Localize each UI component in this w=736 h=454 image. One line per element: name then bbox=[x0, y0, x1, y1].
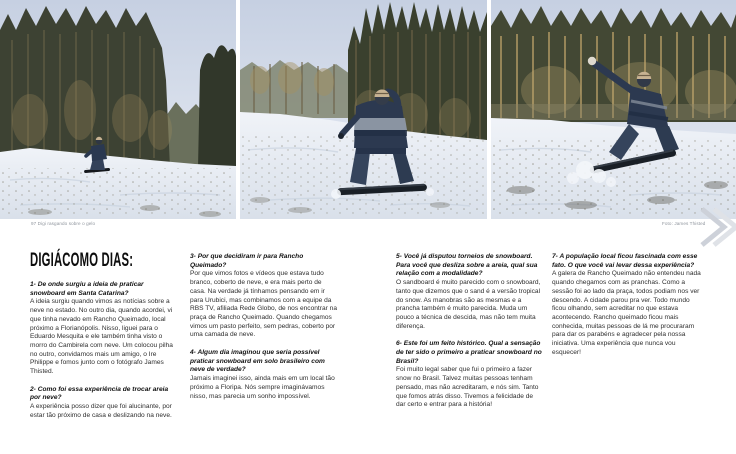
question-2: 2- Como foi essa experiência de trocar areia por neve? bbox=[30, 385, 169, 402]
photo-caption: 97 Digi rasgando sobre o gelo bbox=[31, 221, 96, 226]
interview-column-4 bbox=[552, 253, 704, 366]
question-7: 7- A população local ficou fascinada com esse fato. O que você vai levar dessa experiência? bbox=[552, 253, 698, 269]
interview-column-2 bbox=[190, 253, 339, 410]
photo-snowboarder-standing bbox=[240, 0, 487, 219]
answer-2: A experiência posso dizer que foi alucinante, por estar tão próximo de casa e deslizando na neve. bbox=[30, 403, 172, 419]
interview-column-3 bbox=[396, 253, 543, 419]
question-6: 6- Este foi um feito histórico. Qual a sensação de ter sido o primeiro a praticar snowboard no Brasil? bbox=[396, 340, 542, 365]
answer-5: O sandboard é muito parecido com o snowboard, tanto que dizemos que o sand é a versão tropical do snow. As manobras são as mesmas e a prancha também é muito parecida. Muda um pouco a técnica de descida, mas não tem muita diferença. bbox=[396, 279, 541, 330]
answer-7: A galera de Rancho Queimado não entendeu nada quando chegamos com as pranchas. Como a sessão foi ao lado da praça, todos podiam nos ver descendo. A cidade parou pra ver. Todo mundo ficou olhando, sem acreditar no que estava acontecendo. Rancho queimado ficou mais conhecida, muitas pessoas de lá me procuraram para dar os parabéns e agradecer pela nossa iniciativa. Uma experiência que nunca vou esquecer! bbox=[552, 270, 701, 356]
question-5: 5- Você já disputou torneios de snowboard. Para você que desliza sobre a areia, qual sua relação com a modalidade? bbox=[396, 253, 538, 278]
photo-snowboarder-crouching bbox=[0, 0, 236, 219]
qa-block bbox=[552, 253, 704, 357]
answer-1: A ideia surgiu quando vimos as notícias sobre a neve no estado. No outro dia, quando acordei, vi que tinha nevado em Rancho Queimado, local próximo a Florianópolis. Nisso, liguei para o Eduardo Mesquita e ele também tinha visto o morro do Cambirela com neve. Um colocou pilha no outro, convidamos mais um amigo, o Ire Philippe e fomos junto com o fotógrafo James Thisted. bbox=[30, 298, 173, 376]
qa-block bbox=[30, 281, 179, 377]
qa-block bbox=[190, 253, 339, 340]
qa-block bbox=[190, 349, 339, 401]
question-1: 1- De onde surgiu a ideia de praticar snowboard em Santa Catarina? bbox=[30, 281, 144, 297]
qa-block bbox=[396, 340, 543, 410]
answer-3: Por que vimos fotos e vídeos que estava tudo branco, coberto de neve, e era mais perto de casa. Na verdade já tínhamos pensando em ir para Urubici, mas combinamos com a equipe da RBS TV, afiliada Rede Globo, de nos encontrar na praça de Rancho Queimado. Quando chegamos vimos um pasto perfeito, sem pedras, coberto por uma camada de neve. bbox=[190, 270, 337, 339]
photo-credit: Foto: James Thisted bbox=[662, 221, 706, 226]
page-title: DIGIÁCOMO DIAS: bbox=[30, 249, 134, 271]
qa-block bbox=[30, 386, 179, 421]
photo-snowboarder-carving bbox=[491, 0, 736, 219]
answer-6: Foi muito legal saber que fui o primeiro a fazer snow no Brasil. Talvez muitas pessoas tenham pensado, mas não acreditaram, e nós sim. Tanto que fomos atrás disso. Tivemos a felicidade de dar certo e entrar para a história! bbox=[396, 366, 539, 409]
qa-block bbox=[396, 253, 543, 331]
answer-4: Jamais imaginei isso, ainda mais em um local tão próximo a Floripa. Nós sempre imaginávamos nisso, mas parecia um sonho impossível. bbox=[190, 375, 335, 400]
interview-column-1 bbox=[30, 281, 179, 430]
question-4: 4- Algum dia imaginou que seria possível praticar snowboard em solo brasileiro com neve de verdade? bbox=[190, 349, 325, 374]
page-corner-chevron-icon bbox=[699, 205, 736, 249]
question-3: 3- Por que decidiram ir para Rancho Queimado? bbox=[190, 253, 304, 269]
